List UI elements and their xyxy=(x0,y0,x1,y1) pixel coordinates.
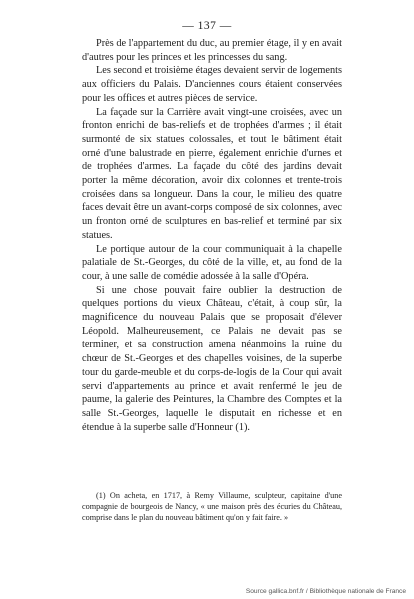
paragraph: La façade sur la Carrière avait vingt-une croisées, avec un fronton enrichi de bas-reliefs et de trophées d'armes ; il était surmonté de six statues colossales, et tout le bâtiment était orné d'une balustrade en pierre, également enrichie d'urnes et de trophées d'armes. La façade du côté des jardins devait porter la même décoration, avoir dix colonnes et trente-trois croisées dans sa longueur. Dans la cour, le milieu des quatre faces devait être un avant-corps composé de six colonnes, avec un fronton orné de sculptures en bas-relief et terminé par six statues. xyxy=(82,106,342,241)
paragraph: Le portique autour de la cour communiquait à la chapelle palatiale de St.-Georges, du côté de la ville, et, au fond de la cour, à une salle de comédie adossée à la salle d'Opéra. xyxy=(82,243,342,282)
source-credit: Source gallica.bnf.fr / Bibliothèque nationale de France xyxy=(245,588,406,595)
paragraph: Près de l'appartement du duc, au premier étage, il y en avait d'autres pour les princes et les princesses du sang. xyxy=(82,38,342,63)
footnote: (1) On acheta, en 1717, à Remy Villaume, sculpteur, capitaine d'une compagnie de bourgeois de Nancy, « une maison près des écuries du Château, comprise dans le plan du nouveau bâtiment qu'on y fait faire. » xyxy=(82,491,342,523)
page-number: — 137 — xyxy=(182,20,232,32)
paragraph: Les second et troisième étages devaient servir de logements aux officiers du Palais. D'anciennes cours étaient conservées pour les offices et autres pièces de service. xyxy=(82,65,342,104)
paragraph: Si une chose pouvait faire oublier la destruction de quelques portions du vieux Château, c'était, à coup sûr, la magnificence du nouveau Palais que se proposait d'élever Léopold. Malheureusement, ce Palais ne devait pas se terminer, et sa construction amena néanmoins la ruine du chœur de St.-Georges et des chapelles voisines, de la superbe tour du garde-meuble et du corps-de-logis de la Cour qui avait servi d'appartements au prince et avait renfermé le jeu de paume, la galerie des Peintures, la Chambre des Comptes et la salle St.-Georges, laquelle le disputait en richesse et en étendue à la superbe salle d'Honneur (1). xyxy=(82,284,342,433)
body-text xyxy=(82,37,342,434)
